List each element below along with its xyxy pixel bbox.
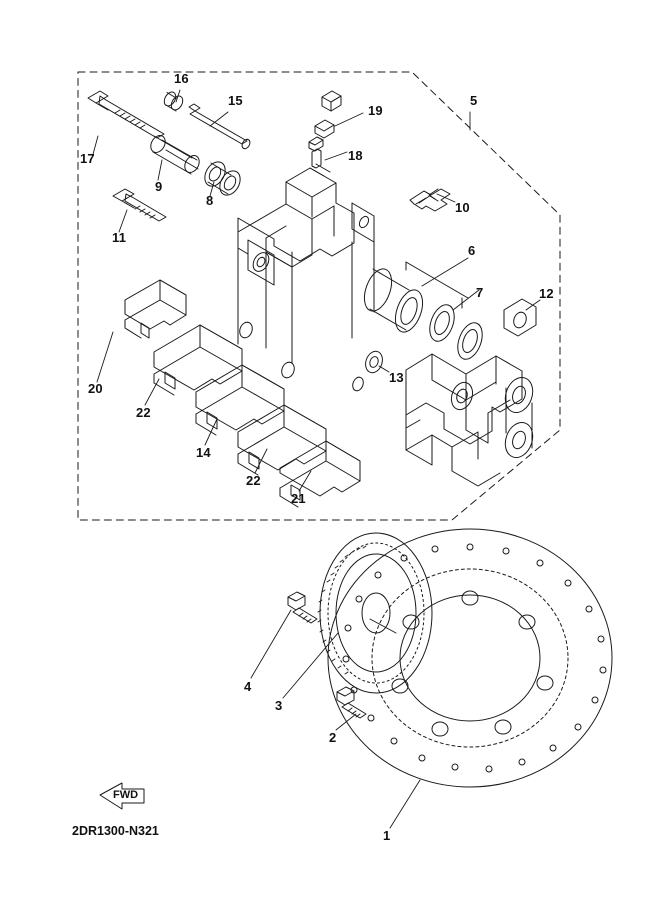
callout-15: 15	[228, 93, 243, 108]
part-7-seals	[406, 262, 487, 363]
part-18-bleed-screw	[309, 120, 334, 168]
part-20-pad	[125, 280, 186, 338]
part-5-caliper-lower	[406, 354, 537, 486]
part-4-bolt	[288, 592, 317, 623]
callout-13: 13	[389, 370, 404, 385]
part-code-label: 2DR1300-N321	[72, 824, 159, 838]
callout-14: 14	[196, 445, 211, 460]
part-14-pad	[196, 360, 296, 435]
callout-5: 5	[470, 93, 478, 108]
part-15-pin	[189, 104, 252, 150]
part-22b-pad	[238, 405, 326, 475]
callout-12: 12	[539, 286, 554, 301]
callout-7: 7	[476, 285, 484, 300]
part-3-sensor-rotor	[318, 533, 432, 693]
callout-20: 20	[88, 381, 103, 396]
callout-4: 4	[244, 679, 252, 694]
callout-19: 19	[368, 103, 383, 118]
callout-2: 2	[329, 730, 337, 745]
callout-18: 18	[348, 148, 363, 163]
part-5-caliper-body	[238, 164, 374, 363]
part-16-bushing	[162, 90, 185, 112]
callout-6: 6	[468, 243, 476, 258]
fwd-label: FWD	[113, 789, 139, 801]
group-boundary-dashed	[78, 72, 560, 520]
callout-10: 10	[455, 200, 470, 215]
callout-9: 9	[155, 179, 163, 194]
part-22a-pad	[154, 320, 254, 395]
callout-1: 1	[383, 828, 391, 843]
part-10-pad-spring	[410, 189, 450, 211]
part-9-sleeve	[148, 133, 202, 175]
part-6-piston	[359, 265, 428, 336]
callout-21: 21	[291, 491, 306, 506]
part-12-bracket-bushing	[504, 299, 536, 336]
callout-3: 3	[275, 698, 283, 713]
callout-22-a: 22	[136, 405, 151, 420]
callout-11: 11	[112, 230, 127, 245]
callout-16: 16	[174, 71, 189, 86]
callout-22-b: 22	[246, 473, 261, 488]
leader-lines	[92, 90, 540, 828]
part-1-brake-disc	[328, 529, 612, 787]
callout-8: 8	[206, 193, 214, 208]
part-13-bushing	[363, 349, 386, 375]
part-21-pad	[280, 376, 365, 507]
callout-17: 17	[80, 151, 95, 166]
part-19-cap	[322, 91, 341, 111]
part-17-bolt	[88, 91, 164, 138]
